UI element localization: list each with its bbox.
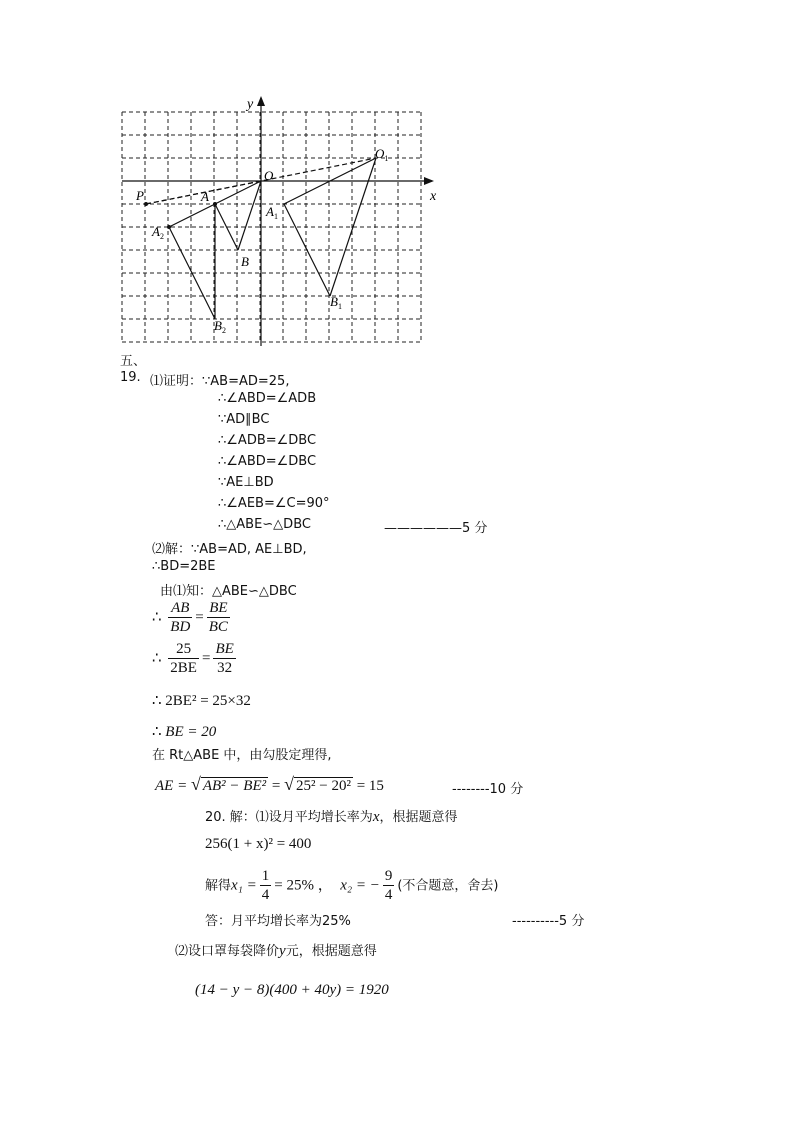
q19-line-6: ∴∠AEB=∠C=90° <box>218 496 330 511</box>
label-B2: $B_2$ <box>214 318 226 335</box>
q19-bd: ∴BD=2BE <box>152 559 216 574</box>
q19-part1-head: ⑴证明：∵AB=AD=25, <box>150 374 290 389</box>
section-heading: 五、 <box>120 354 147 369</box>
q19-line-1: ∴∠ABD=∠ADB <box>218 391 317 406</box>
q20-solution: 解得x₁ = $\frac{1}{4}$ = 25% ， x₂ = − $\frac{9}{4}$ (不合题意，舍去) <box>205 868 499 903</box>
q20-score: ----------5 分 <box>512 914 585 929</box>
q19-score-1: ——————5 分 <box>384 521 488 536</box>
x-axis-arrow <box>424 177 434 185</box>
q19-part2-head: ⑵解：∵AB=AD, AE⊥BD, <box>152 542 307 557</box>
q19-rt-line: 在 Rt△ABE 中，由勾股定理得, <box>152 748 332 763</box>
q19-proportion-1: ∴ $\frac{AB}{BD}$ = $\frac{BE}{BC}$ <box>152 600 228 635</box>
label-B1: $B_1$ <box>330 294 342 311</box>
q20-equation-1: 256(1 + x)² = 400 <box>205 836 312 852</box>
q19-line-5: ∵AE⊥BD <box>218 475 274 490</box>
q19-number: 19. <box>120 370 141 385</box>
q19-proportion-2: ∴ $\frac{25}{2BE}$ = $\frac{BE}{32}$ <box>152 641 234 676</box>
q19-line-7: ∴△ABE∽△DBC <box>218 517 311 532</box>
label-O: O <box>264 168 274 183</box>
point-A <box>213 202 217 206</box>
q19-score-2: --------10 分 <box>452 782 524 797</box>
q19-ae-equation: AE = √ AB² − BE² = √ 25² − 20² = 15 <box>155 774 384 794</box>
q19-line-2: ∵AD∥BC <box>218 412 270 427</box>
y-axis-label: y <box>247 97 254 112</box>
label-B: B <box>241 254 249 269</box>
q19-line-3: ∴∠ADB=∠DBC <box>218 433 317 448</box>
label-A1: $A_1$ <box>266 204 278 221</box>
label-A2: $A_2$ <box>152 224 164 241</box>
y-axis-arrow <box>257 96 265 106</box>
q19-line-4: ∴∠ABD=∠DBC <box>218 454 317 469</box>
point-P <box>144 202 148 206</box>
q20-part2-head: ⑵设口罩每袋降价y元，根据题意得 <box>175 943 377 959</box>
q20-equation-2: (14 − y − 8)(400 + 40y) = 1920 <box>195 982 389 998</box>
q20-head: 20. 解：⑴设月平均增长率为x，根据题意得 <box>205 809 458 825</box>
q19-equation-4: ∴ BE = 20 <box>152 724 217 740</box>
label-A: A <box>201 189 209 204</box>
q20-answer: 答：月平均增长率为25% <box>205 914 351 929</box>
q19-from1: 由⑴知：△ABE∽△DBC <box>160 584 297 599</box>
q19-equation-3: ∴ 2BE² = 25×32 <box>152 693 251 709</box>
segment-A-A2 <box>169 204 215 227</box>
label-P: P <box>136 188 144 203</box>
coordinate-figure <box>110 90 450 350</box>
x-axis-label: x <box>430 189 437 204</box>
label-O1: $O_1$ <box>375 146 389 163</box>
point-A2 <box>167 225 171 229</box>
